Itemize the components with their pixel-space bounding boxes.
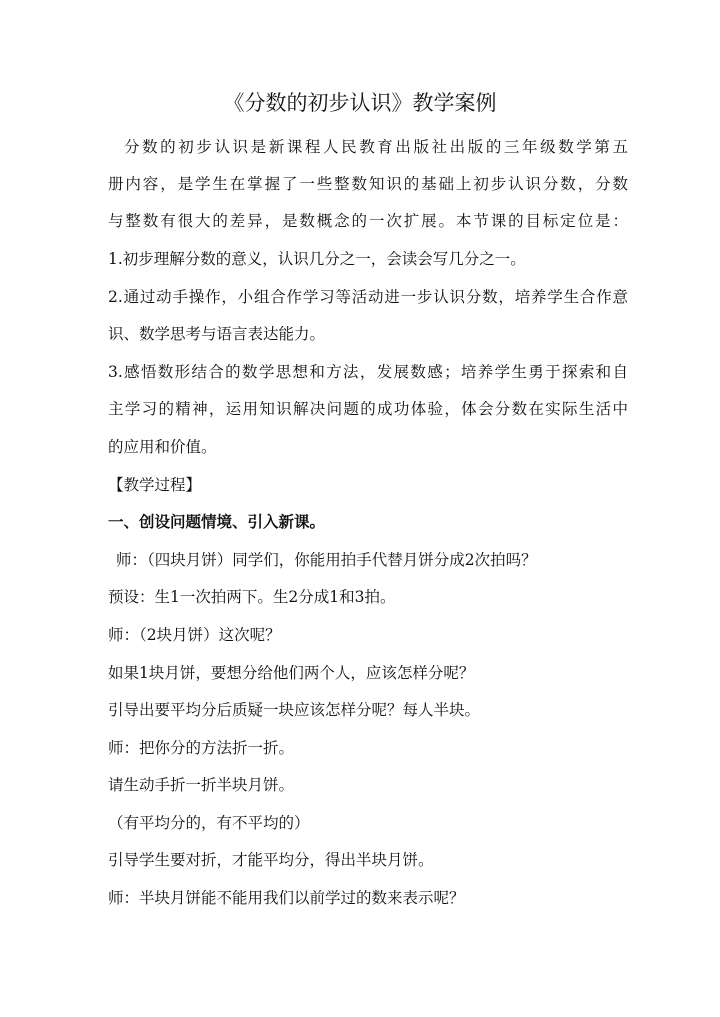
dialogue-line: 如果1块月饼，要想分给他们两个人，应该怎样分呢？ bbox=[108, 664, 475, 682]
dialogue-line: 引导出要平均分后质疑一块应该怎样分呢？每人半块。 bbox=[108, 701, 481, 719]
paragraph-line: 分数的初步认识是新课程人民教育出版社出版的三年级数学第五 bbox=[124, 138, 628, 156]
dialogue-line: 请生动手折一折半块月饼。 bbox=[108, 776, 295, 794]
goal-item-2-continued: 识、数学思考与语言表达能力。 bbox=[108, 325, 326, 343]
dialogue-line: 师：（四块月饼）同学们，你能用拍手代替月饼分成2次拍吗？ bbox=[116, 551, 537, 569]
dialogue-line: 引导学生要对折，才能平均分，得出半块月饼。 bbox=[108, 851, 434, 869]
dialogue-line: 预设：生1一次拍两下。生2分成1和3拍。 bbox=[108, 588, 396, 606]
dialogue-line: （有平均分的，有不平均的） bbox=[108, 814, 310, 832]
dialogue-line: 师：（2块月饼）这次呢？ bbox=[108, 626, 281, 644]
paragraph-line: 与整数有很大的差异，是数概念的一次扩展。本节课的目标定位是： bbox=[108, 212, 628, 230]
dialogue-line: 师：把你分的方法折一折。 bbox=[108, 739, 295, 757]
goal-item-1: 1.初步理解分数的意义，认识几分之一，会读会写几分之一。 bbox=[108, 250, 526, 268]
goal-item-3-end: 的应用和价值。 bbox=[108, 438, 217, 456]
goal-item-3: 3.感悟数形结合的数学思想和方法，发展数感；培养学生勇于探索和自 bbox=[108, 363, 628, 381]
document-title: 《分数的初步认识》教学案例 bbox=[223, 91, 497, 115]
paragraph-line: 册内容，是学生在掌握了一些整数知识的基础上初步认识分数，分数 bbox=[108, 175, 628, 193]
goal-item-2: 2.通过动手操作，小组合作学习等活动进一步认识分数，培养学生合作意 bbox=[108, 288, 628, 306]
dialogue-line: 师：半块月饼能不能用我们以前学过的数来表示呢？ bbox=[108, 889, 465, 907]
subsection-heading: 一、创设问题情境、引入新课。 bbox=[108, 512, 326, 531]
goal-item-3-continued: 主学习的精神，运用知识解决问题的成功体验，体会分数在实际生活中 bbox=[108, 400, 628, 418]
section-heading: 【教学过程】 bbox=[108, 476, 202, 494]
